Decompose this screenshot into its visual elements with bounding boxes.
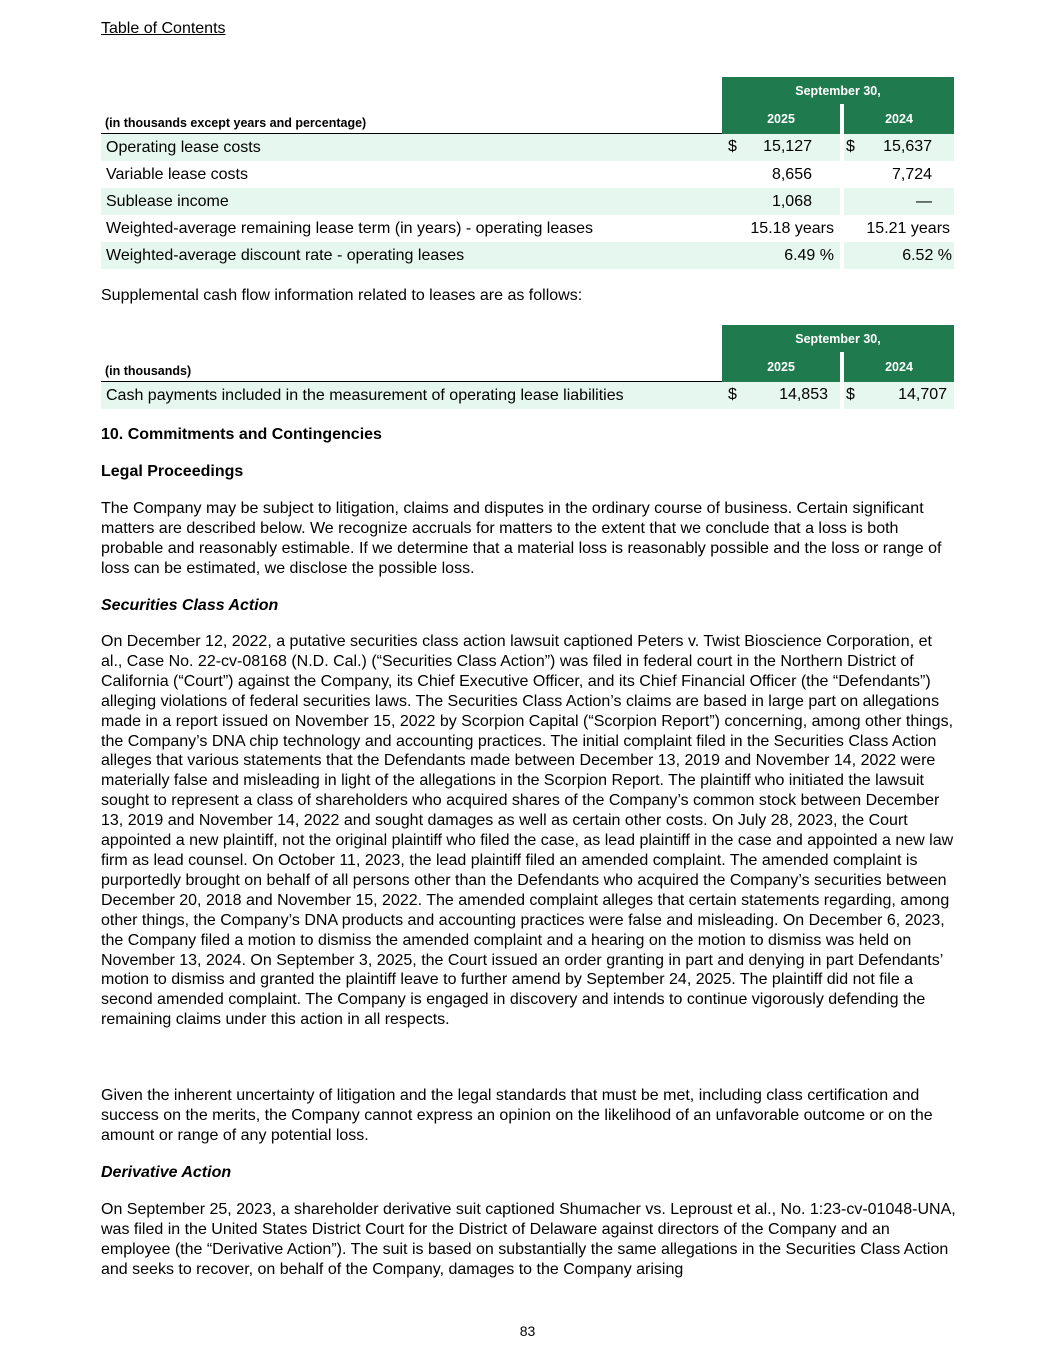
currency-symbol: $ <box>846 386 855 404</box>
cell-value: 6.52 % <box>902 246 953 264</box>
row-label: Sublease income <box>101 188 722 215</box>
table-row <box>101 215 954 242</box>
cell-value: 15,637 <box>883 138 933 156</box>
securities-class-action-heading: Securities Class Action <box>101 597 279 614</box>
year-header: 2025 <box>722 104 840 134</box>
row-label: Cash payments included in the measurement of operating lease liabilities <box>101 382 722 410</box>
lease-costs-table <box>101 77 954 269</box>
row-label: Operating lease costs <box>101 134 722 162</box>
cell-value: 1,068 <box>771 192 812 210</box>
section-heading: 10. Commitments and Contingencies <box>101 426 382 443</box>
cash-flow-table <box>101 325 954 409</box>
row-label: Weighted-average remaining lease term (in years) - operating leases <box>106 219 594 237</box>
legal-proceedings-heading: Legal Proceedings <box>101 463 244 480</box>
derivative-action-paragraph: On September 25, 2023, a shareholder derivative suit captioned Shumacher vs. Leproust et al., No. 1:23-cv-01048-UNA, was filed in the United States District Court for the District of Delaware against directors of the Company and an employee (the “Derivative Action”). The suit is based on substantially the same allegations in the Securities Class Action and seeks to recover, on behalf of the Company, damages to the Company arising <box>101 1201 956 1278</box>
cell-value: 14,853 <box>779 386 828 404</box>
group-header: September 30, <box>722 77 954 104</box>
table-row <box>101 134 954 162</box>
supplemental-intro: Supplemental cash flow information related to leases are as follows: <box>101 287 583 304</box>
cell-value: 15,127 <box>763 138 812 156</box>
cell-value: 6.49 % <box>784 246 834 264</box>
row-label: Variable lease costs <box>106 165 248 183</box>
table-row <box>101 242 954 269</box>
table-row <box>101 188 954 215</box>
derivative-action-heading: Derivative Action <box>101 1164 232 1181</box>
table-row <box>101 161 954 188</box>
table-row <box>101 382 954 410</box>
year-header: 2024 <box>844 104 954 134</box>
table-of-contents-link[interactable]: Table of Contents <box>101 20 226 37</box>
year-header: 2024 <box>844 352 954 382</box>
group-header: September 30, <box>722 325 954 352</box>
cell-value: 15.18 years <box>750 219 834 237</box>
uncertainty-paragraph: Given the inherent uncertainty of litigation and the legal standards that must be met, including class certification and success on the merits, the Company cannot express an opinion on the likelihood of an unfavorable outcome or on the amount or range of any potential loss. <box>101 1087 933 1144</box>
legal-proceedings-paragraph: The Company may be subject to litigation, claims and disputes in the ordinary course of business. Certain significant matters are described below. We recognize accruals for matters to the extent that we conclude that a loss is both probable and reasonably estimable. If we determine that a material loss is reasonably possible and the loss or range of loss can be estimated, we disclose the possible loss. <box>101 500 942 577</box>
cell-value: — <box>916 192 933 210</box>
cell-value: 15.21 years <box>866 219 951 237</box>
cell-value: 8,656 <box>771 165 812 183</box>
cell-value: 14,707 <box>898 386 948 404</box>
currency-symbol: $ <box>728 386 737 404</box>
currency-symbol: $ <box>846 138 855 156</box>
column-label-header: (in thousands except years and percentage) <box>101 104 722 134</box>
cell-value: 7,724 <box>891 165 933 183</box>
currency-symbol: $ <box>728 138 737 156</box>
year-header: 2025 <box>722 352 840 382</box>
page-number: 83 <box>519 1323 536 1339</box>
column-label-header: (in thousands) <box>101 352 722 382</box>
row-label: Weighted-average discount rate - operating leases <box>101 242 722 269</box>
securities-class-action-paragraph: On December 12, 2022, a putative securities class action lawsuit captioned Peters v. Twist Bioscience Corporation, et al., Case No. 22-cv-08168 (N.D. Cal.) (“Securities Class Action”) was filed in federal court in the Northern District of California (“Court”) against the Company, its Chief Executive Officer, and its Chief Financial Officer (the “Defendants”) alleging violations of federal securities laws. The Securities Class Action’s claims are based in large part on allegations made in a report issued on November 15, 2022 by Scorpion Capital (“Scorpion Report”) concerning, among other things, the Company’s DNA chip technology and accounting practices. The initial complaint filed in the Securities Class Action alleges that various statements that the Defendants made between December 13, 2019 and November 14, 2022 were materially false and misleading in light of the allegations in the Scorpion Report. The plaintiff who initiated the lawsuit sought to represent a class of shareholders who acquired shares of the Company’s common stock between December 13, 2019 and November 14, 2022 and sought damages as well as certain other costs. On July 28, 2023, the Court appointed a new plaintiff, not the original plaintiff who filed the case, as lead plaintiff in the case and appointed a new law firm as lead counsel. On October 11, 2023, the lead plaintiff filed an amended complaint. The amended complaint is purportedly brought on behalf of all persons other than the Defendants who acquired the Company’s securities between December 20, 2018 and November 15, 2022. The amended complaint alleges that certain statements regarding, among other things, the Company’s DNA products and accounting practices were false and misleading. On December 6, 2023, the Company filed a motion to dismiss the amended complaint and a hearing on the motion to dismiss was held on November 13, 2024. On September 3, 2025, the Court issued an order granting in part and denying in part Defendants’ motion to dismiss and granted the plaintiff leave to further amend by September 24, 2025. The plaintiff did not file a second amended complaint. The Company is engaged in discovery and intends to continue vigorously defending the remaining claims under this action in all respects. <box>101 633 954 1029</box>
